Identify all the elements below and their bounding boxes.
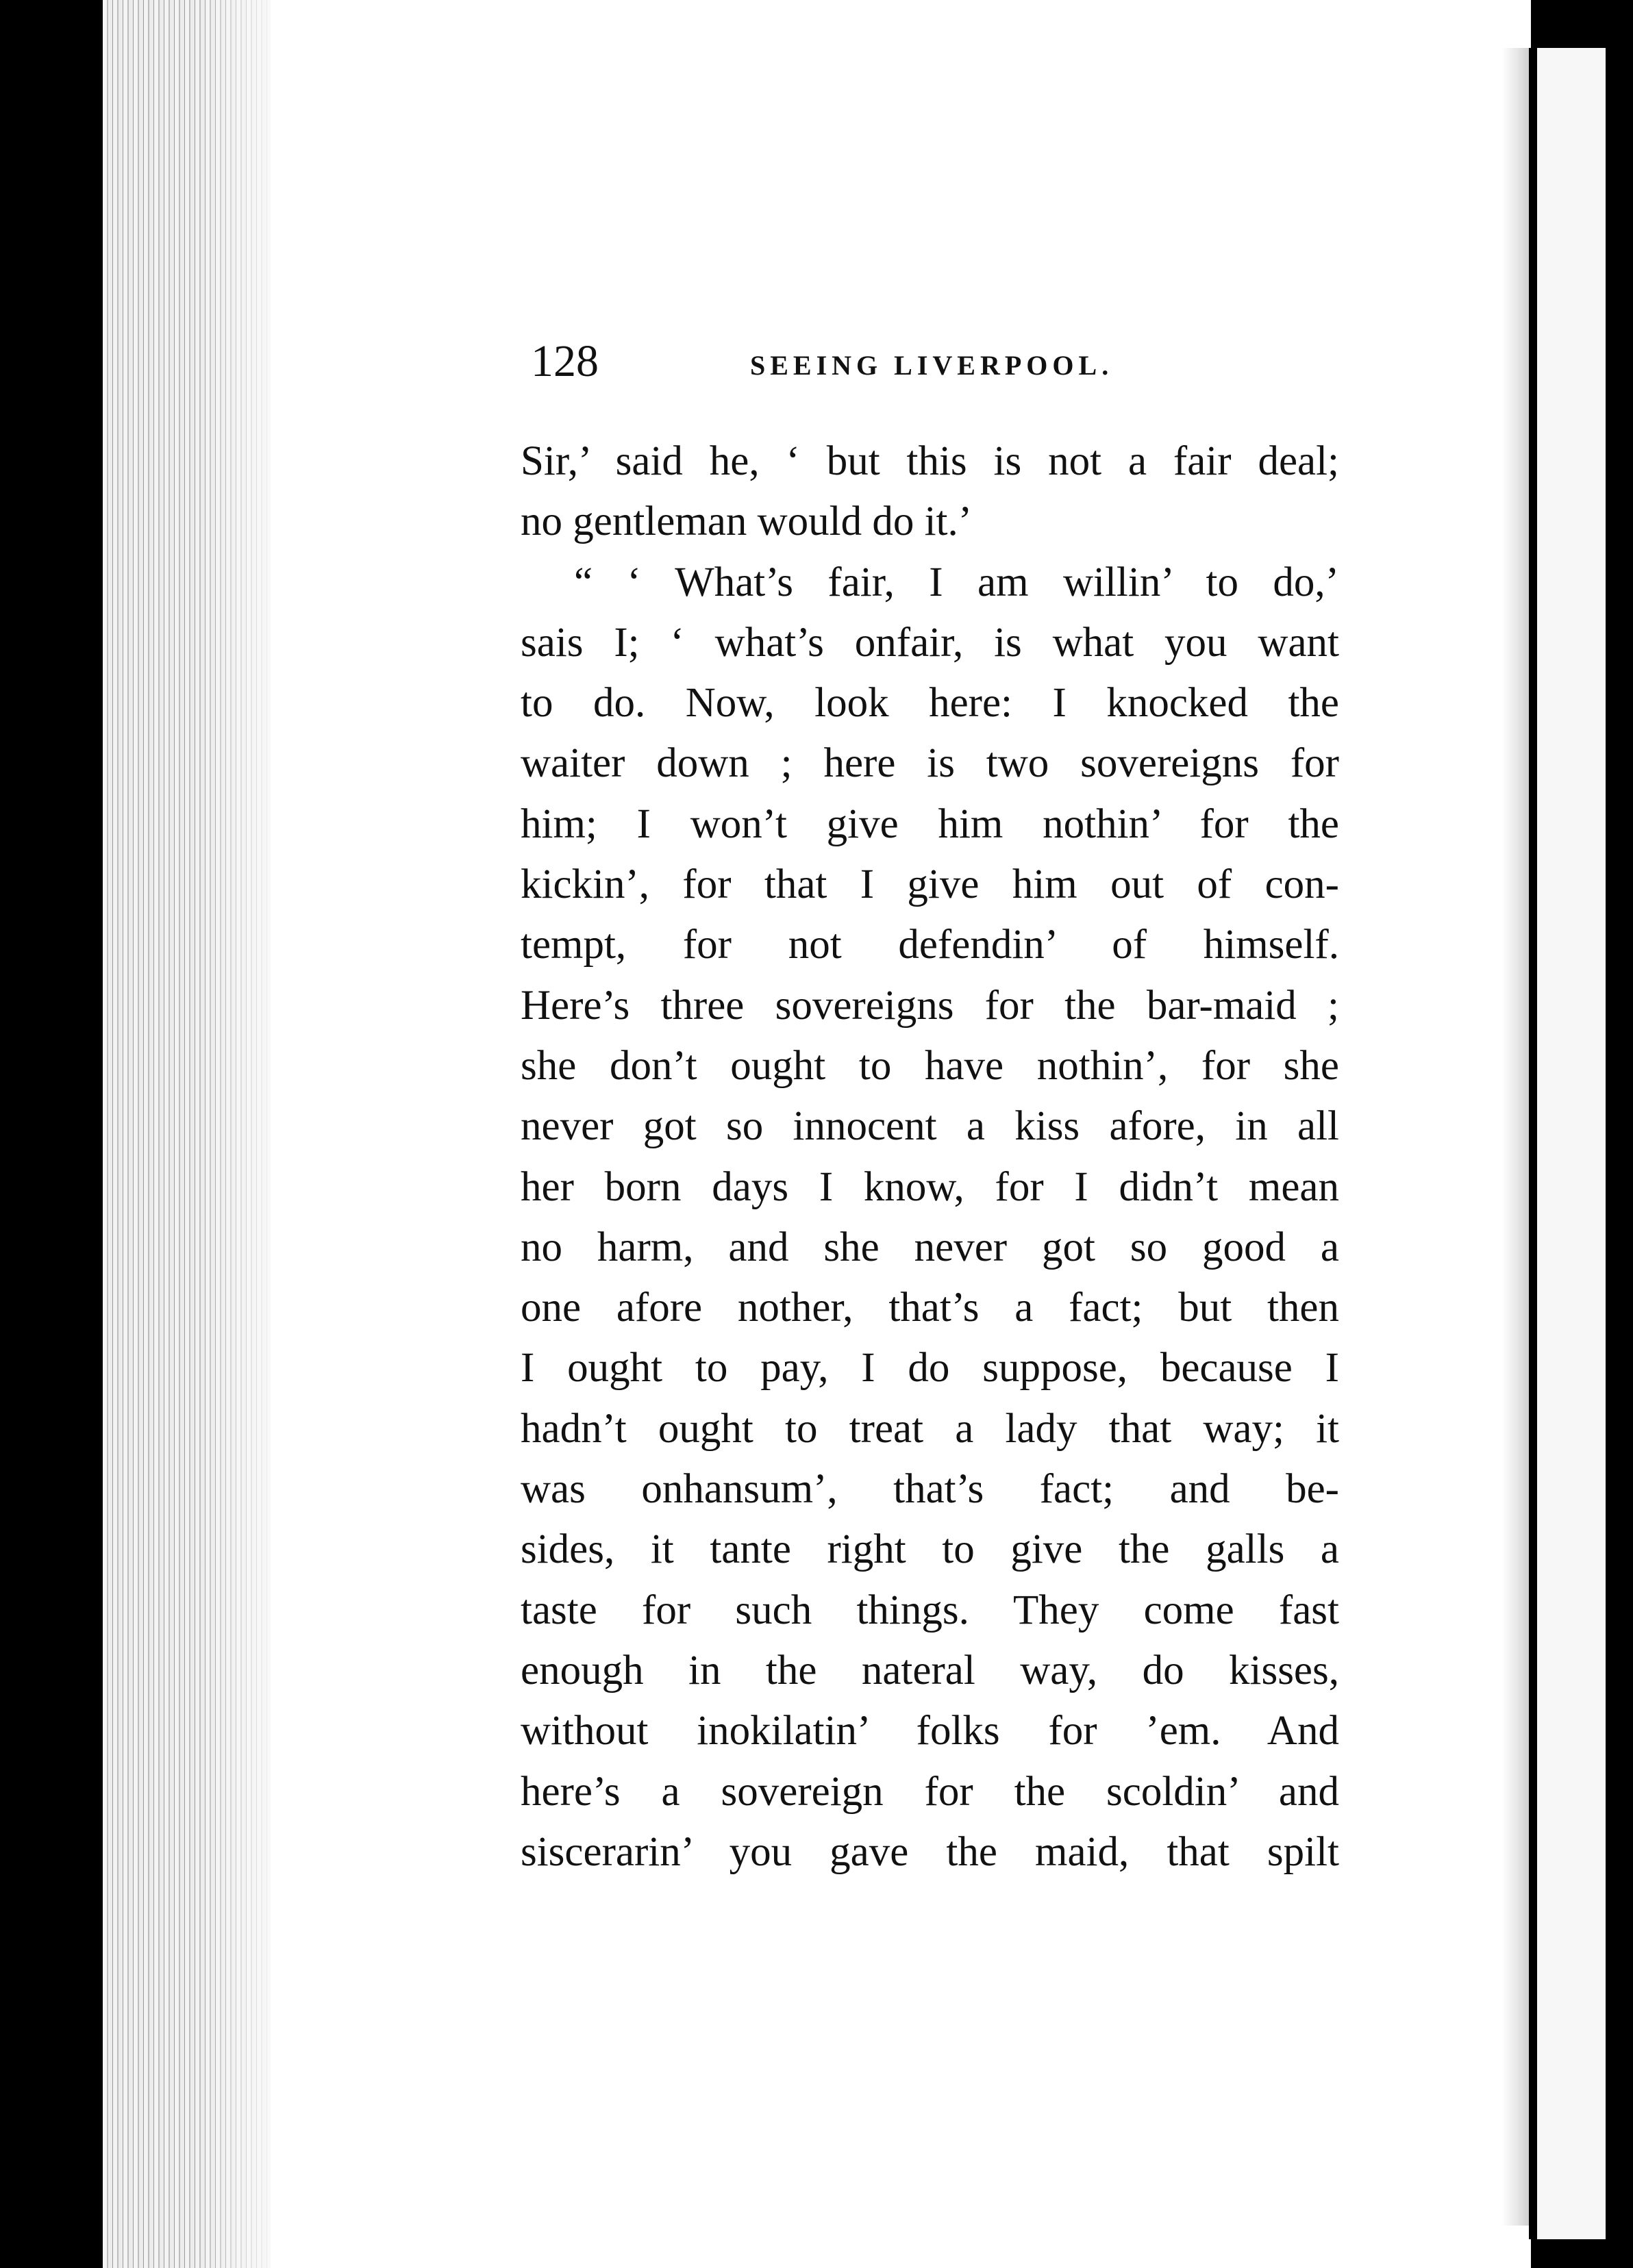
book-page-edges [103, 0, 281, 2268]
text-line: without inokilatin’ folks for ’em. And [521, 1708, 1339, 1754]
text-line: tempt, for not defendin’ of himself. [521, 922, 1339, 968]
gutter-line [1529, 48, 1537, 2239]
text-line: her born days I know, for I didn’t mean [521, 1163, 1339, 1210]
text-line: Here’s three sovereigns for the bar-maid ; [521, 982, 1339, 1029]
text-line: was onhansum’, that’s fact; and be- [521, 1466, 1339, 1513]
text-line: no gentleman would do it.’ [521, 499, 973, 545]
text-line: never got so innocent a kiss afore, in all [521, 1103, 1339, 1150]
text-line: “ ‘ What’s fair, I am willin’ to do,’ [574, 559, 1339, 605]
facing-page-edge [1537, 48, 1606, 2239]
text-line: I ought to pay, I do suppose, because I [521, 1345, 1339, 1391]
text-line: sais I; ‘ what’s onfair, is what you want [521, 619, 1339, 666]
page-margin-shadow [1501, 48, 1529, 2226]
text-line: kickin’, for that I give him out of con- [521, 861, 1339, 908]
text-line: waiter down ; here is two sovereigns for [521, 740, 1339, 787]
text-line: siscerarin’ you gave the maid, that spilt [521, 1828, 1339, 1875]
text-line: to do. Now, look here: I knocked the [521, 680, 1339, 727]
text-line: no harm, and she never got so good a [521, 1224, 1339, 1270]
text-line: one afore nother, that’s a fact; but then [521, 1285, 1339, 1331]
running-head [531, 336, 1353, 390]
text-line: sides, it tante right to give the galls a [521, 1526, 1339, 1573]
text-line: him; I won’t give him nothin’ for the [521, 801, 1339, 847]
running-title: SEEING LIVERPOOL. [750, 350, 1114, 381]
text-line: she don’t ought to have nothin’, for she [521, 1042, 1339, 1089]
body-text [521, 431, 1339, 1882]
text-line: here’s a sovereign for the scoldin’ and [521, 1768, 1339, 1815]
page-number: 128 [531, 336, 599, 386]
text-line: hadn’t ought to treat a lady that way; it [521, 1405, 1339, 1452]
text-line: Sir,’ said he, ‘ but this is not a fair deal; [521, 438, 1339, 484]
text-line: taste for such things. They come fast [521, 1587, 1339, 1633]
text-line: enough in the nateral way, do kisses, [521, 1647, 1339, 1693]
